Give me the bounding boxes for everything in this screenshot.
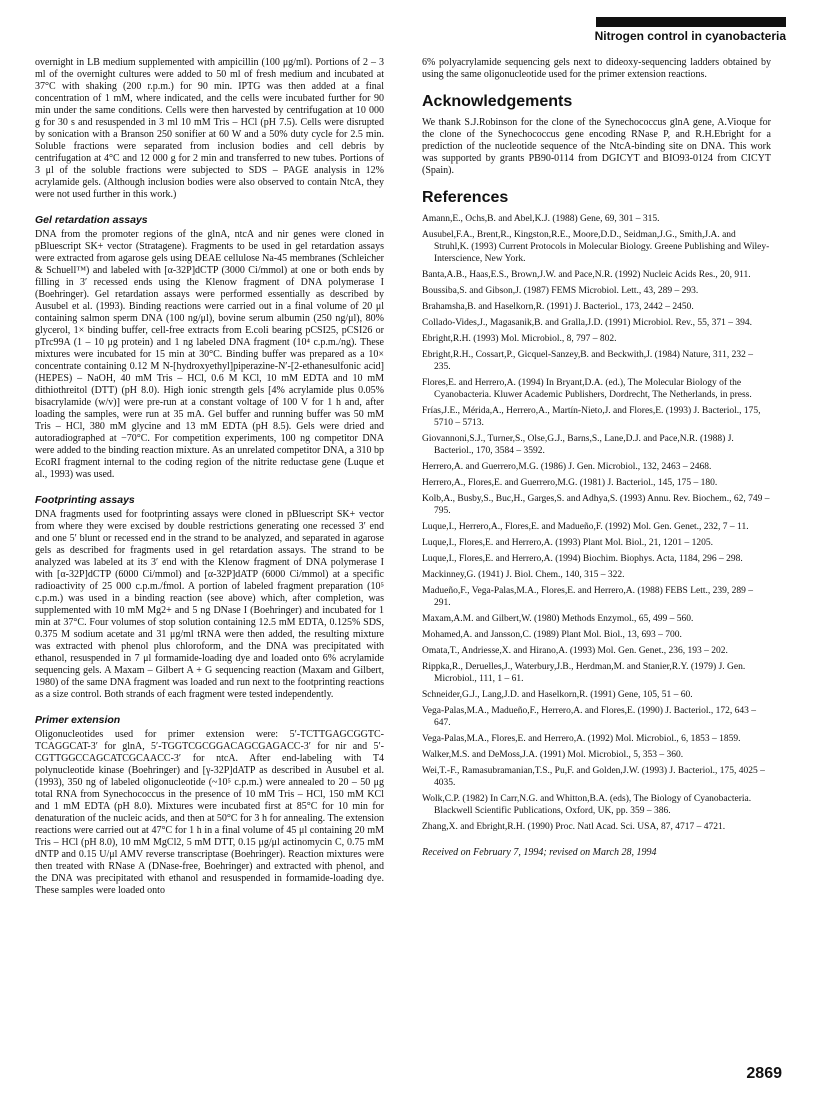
primer-extension-heading: Primer extension — [35, 714, 121, 726]
reference-item: Madueño,F., Vega-Palas,M.A., Flores,E. and Herrero,A. (1988) FEBS Lett., 239, 289 – 291. — [422, 586, 753, 608]
continuation-paragraph: 6% polyacrylamide sequencing gels next to dideoxy-sequencing ladders obtained by using the same oligonucleotide used for the primer extension reactions. — [422, 57, 771, 80]
header-rule — [596, 17, 786, 27]
reference-item: Rippka,R., Deruelles,J., Waterbury,J.B., Herdman,M. and Stanier,R.Y. (1979) J. Gen. Microbiol., 111, 1 – 61. — [422, 662, 746, 684]
reference-list — [422, 213, 771, 833]
reference-item: Herrero,A. and Guerrero,M.G. (1986) J. Gen. Microbiol., 132, 2463 – 2468. — [422, 462, 712, 472]
left-column — [35, 57, 384, 897]
primer-extension-paragraph: Oligonucleotides used for primer extension were: 5′-TCTTGAGCGGTC-TCAGGCAT-3′ for glnA, 5′-TGGTCGCGGACAGCGAGACC-3′ for nir and 5′-CGTTGGCCAGCATCGCAACC-3′ for ntcA. After end-labeling with T4 polynucleotide kinase (Boehringer) and [γ-32P]dATP as described in Ausubel et al. (1993), 350 ng of labeled oligonucleotide (~10⁵ c.p.m.) were annealed to 20 – 50 μg total RNA from Synechococcus in the presence of 10 mM Tris – HCl, 150 mM KCl and 1 mM EDTA (pH 8.0). Mixtures were incubated first at 85°C for 10 min for denaturation of the nucleic acids, and then at 50°C for 3 h for annealing. The extension reactions were carried out at 47°C for 1 h in a final volume of 45 μl containing 20 mM Tris – HCl (pH 8.0), 10 mM MgCl2, 5 mM DTT, 0.15 μg/μl actinomycin C, 0.75 mM dNTP and 0.15 U/μl AMV reverse transcriptase (Boehringer). Reaction mixtures were then treated with RNase A (DNase-free, Boehringer) and extracted with phenol, and the DNA was precipitated with ethanol and resuspended in formamide-loading dye. These samples were loaded onto — [35, 729, 384, 896]
acknowledgements-heading: Acknowledgements — [422, 93, 573, 110]
reference-item: Ebright,R.H., Cossart,P., Gicquel-Sanzey,B. and Beckwith,J. (1984) Nature, 311, 232 – 235. — [422, 350, 753, 372]
reference-item: Mackinney,G. (1941) J. Biol. Chem., 140, 315 – 322. — [422, 570, 625, 580]
reference-item: Omata,T., Andriesse,X. and Hirano,A. (1993) Mol. Gen. Genet., 236, 193 – 202. — [422, 646, 728, 656]
reference-item: Luque,I., Herrero,A., Flores,E. and Madueño,F. (1992) Mol. Gen. Genet., 232, 7 – 11. — [422, 522, 749, 532]
reference-item: Flores,E. and Herrero,A. (1994) In Bryant,D.A. (ed.), The Molecular Biology of the Cyanobacteria. Kluwer Academic Publishers, Dordrecht, The Netherlands, in press. — [422, 378, 752, 400]
footprinting-heading: Footprinting assays — [35, 494, 135, 506]
reference-item: Banta,A.B., Haas,E.S., Brown,J.W. and Pace,N.R. (1992) Nucleic Acids Res., 20, 911. — [422, 270, 751, 280]
reference-item: Vega-Palas,M.A., Flores,E. and Herrero,A. (1992) Mol. Microbiol., 6, 1853 – 1859. — [422, 734, 741, 744]
reference-item: Maxam,A.M. and Gilbert,W. (1980) Methods Enzymol., 65, 499 – 560. — [422, 614, 694, 624]
right-column — [422, 57, 771, 859]
methods-intro-paragraph: overnight in LB medium supplemented with ampicillin (100 μg/ml). Portions of 2 – 3 ml of the overnight cultures were added to 50 ml of fresh medium and incubated at 37°C with shaking (200 r.p.m.) for 90 min. IPTG was then added at a final concentration of 1 mM, where indicated, and the cells were incubated further for 90 min under the same conditions. Cells were then harvested by centrifugation at 10 000 g for 30 s and resuspended in 3 ml 10 mM Tris – HCl (pH 7.5). Cells were disrupted by sonication with a Branson 250 sonifier at 60 W and a 50% duty cycle for 2.5 min. Soluble fractions were separated from inclusion bodies and cell debris by centrifugation at 4°C and 12 000 g for 2 min and transferred to new tubes. Portions of 3 μl of the soluble fractions were subjected to SDS – PAGE analysis in 12% acrylamide gels. (Although inclusion bodies were also observed to contain NtcA, they were not used further in this work.) — [35, 57, 384, 200]
reference-item: Frías,J.E., Mérida,A., Herrero,A., Martín-Nieto,J. and Flores,E. (1993) J. Bacteriol., 175, 5710 – 5713. — [422, 406, 761, 428]
acknowledgements-paragraph: We thank S.J.Robinson for the clone of the Synechococcus glnA gene, A.Vioque for the clone of the Synechococcus gene encoding RNase P, and R.H.Ebright for a prediction of the nucleotide sequence of the NtcA-binding site on DNA. This work was supported by grants PB90-0114 from DGICYT and BIO93-0124 from CICYT (Spain). — [422, 117, 771, 176]
received-date: Received on February 7, 1994; revised on March 28, 1994 — [422, 847, 657, 858]
reference-item: Wolk,C.P. (1982) In Carr,N.G. and Whitton,B.A. (eds), The Biology of Cyanobacteria. Blackwell Scientific Publications, Oxford, UK, pp. 359 – 386. — [422, 794, 752, 816]
page-number: 2869 — [746, 1065, 782, 1082]
reference-item: Mohamed,A. and Jansson,C. (1989) Plant Mol. Biol., 13, 693 – 700. — [422, 630, 682, 640]
reference-item: Kolb,A., Busby,S., Buc,H., Garges,S. and Adhya,S. (1993) Annu. Rev. Biochem., 62, 749 – 795. — [422, 494, 770, 516]
reference-item: Ausubel,F.A., Brent,R., Kingston,R.E., Moore,D.D., Seidman,J.G., Smith,J.A. and Struhl,K. (1993) Current Protocols in Molecular Biology. Greene Publishing and Wiley-Interscience, New York. — [422, 230, 770, 264]
footprinting-paragraph: DNA fragments used for footprinting assays were cloned in pBluescript SK+ vector from where they were excised by double restrictions generating one recessed 3′ end and one 5′ blunt or recessed end in the strand to be analyzed, and separated in agarose gels as described for fragments used in gel retardation assays. The strand to be analyzed was labeled at its 3′ end with the Klenow fragment of DNA polymerase I with [α-32P]dCTP (6000 Ci/mmol) and [α-32P]dATP (6000 Ci/mmol) at a specific radioactivity of 25 000 c.p.m./fmol. A portion of labeled fragment preparation (10⁵ c.p.m.) was used in a binding reaction (see above) which, after completion, was supplemented with 10 mM Mg2+ and 5 ng DNase I (Boehringer) and incubated for 1 min at 37°C. Four volumes of stop solution containing 12.5 mM EDTA, 0.125% SDS, 0.375 M sodium acetate and 31 μg/ml tRNA were then added, the resulting mixture was extracted with phenol plus chloroform, and the DNA was precipitated with ethanol, resuspended in 7 μl formamide-loading dye and loaded onto 6% acrylamide sequencing gels. A Maxam – Gilbert A + G sequencing reaction (Maxam and Gilbert, 1980) of the same DNA fragment was loaded and run next to the footprinting reactions as a size control. Both strands of each fragment were tested independently. — [35, 509, 384, 700]
reference-item: Amann,E., Ochs,B. and Abel,K.J. (1988) Gene, 69, 301 – 315. — [422, 214, 660, 224]
gel-retardation-paragraph: DNA from the promoter regions of the glnA, ntcA and nir genes were cloned in pBluescript SK+ vector (Stratagene). Fragments to be used in gel retardation assays were extracted from agarose gels using DEAE cellulose Na-45 membranes (Schleicher & Schuell™) and labeled with [α-32P]dCTP (3000 Ci/mmol) at one or both ends by filling in 3′ recessed ends using the Klenow fragment of DNA polymerase I (Boehringer). Gel retardation assays were performed essentially as described by Ausubel et al. (1993). Binding reactions were carried out in a final volume of 20 μl containing salmon sperm DNA (100 ng/μl), bovine serum albumin (250 ng/μl), 80% glycerol, 1× binding buffer, cell-free extracts from E.coli bearing pCSI25, pCSI26 or pTrc99A (1 – 10 μg protein) and 1 ng labeled DNA fragment (10⁴ c.p.m./ng). These mixtures were incubated for 15 min at 30°C. Binding buffer was prepared as a 10× concentrate containing 0.12 M N-[hydroxyethyl]piperazine-N′-[2-ethanesulfonic acid] (HEPES) – NaOH, 40 mM Tris – HCl, 0.6 M KCl, 10 mM EDTA and 10 mM dithiothreitol (DTT) (pH 8.0). High ionic strength gels [4% acrylamide plus 0.05% bisacrylamide (w/v)] were pre-run at a constant voltage of 100 V for 1 h and, after loading the samples, were run at 35 mA. Gel buffer and running buffer was 50 mM Tris – HCl, 380 mM glycine and 13 mM EDTA (pH 8.5). Gels were dried and autoradiographed at −70°C. For competition experiments, 100 ng competitor DNA were added to the binding reaction mixture. As an unrelated competitor DNA, a 310 bp EcoRI fragment internal to the coding region of the nitrite reductase gene (Luque et al., 1993) was used. — [35, 229, 384, 480]
reference-item: Collado-Vides,J., Magasanik,B. and Gralla,J.D. (1991) Microbiol. Rev., 55, 371 – 394. — [422, 318, 752, 328]
reference-item: Wei,T.-F., Ramasubramanian,T.S., Pu,F. and Golden,J.W. (1993) J. Bacteriol., 175, 4025 – 4035. — [422, 766, 765, 788]
references-heading: References — [422, 189, 509, 206]
reference-item: Herrero,A., Flores,E. and Guerrero,M.G. (1981) J. Bacteriol., 145, 175 – 180. — [422, 478, 718, 488]
reference-item: Luque,I., Flores,E. and Herrero,A. (1994) Biochim. Biophys. Acta, 1184, 296 – 298. — [422, 554, 743, 564]
reference-item: Ebright,R.H. (1993) Mol. Microbiol., 8, 797 – 802. — [422, 334, 617, 344]
reference-item: Walker,M.S. and DeMoss,J.A. (1991) Mol. Microbiol., 5, 353 – 360. — [422, 750, 684, 760]
running-head: Nitrogen control in cyanobacteria — [594, 29, 786, 43]
reference-item: Schneider,G.J., Lang,J.D. and Haselkorn,R. (1991) Gene, 105, 51 – 60. — [422, 690, 693, 700]
reference-item: Giovannoni,S.J., Turner,S., Olse,G.J., Barns,S., Lane,D.J. and Pace,N.R. (1988) J. Bacteriol., 170, 3584 – 3592. — [422, 434, 734, 456]
reference-item: Luque,I., Flores,E. and Herrero,A. (1993) Plant Mol. Biol., 21, 1201 – 1205. — [422, 538, 714, 548]
reference-item: Brahamsha,B. and Haselkorn,R. (1991) J. Bacteriol., 173, 2442 – 2450. — [422, 302, 694, 312]
reference-item: Boussiba,S. and Gibson,J. (1987) FEMS Microbiol. Lett., 43, 289 – 293. — [422, 286, 699, 296]
gel-retardation-heading: Gel retardation assays — [35, 214, 148, 226]
reference-item: Zhang,X. and Ebright,R.H. (1990) Proc. Natl Acad. Sci. USA, 87, 4717 – 4721. — [422, 822, 726, 832]
reference-item: Vega-Palas,M.A., Madueño,F., Herrero,A. and Flores,E. (1990) J. Bacteriol., 172, 643 – 647. — [422, 706, 757, 728]
